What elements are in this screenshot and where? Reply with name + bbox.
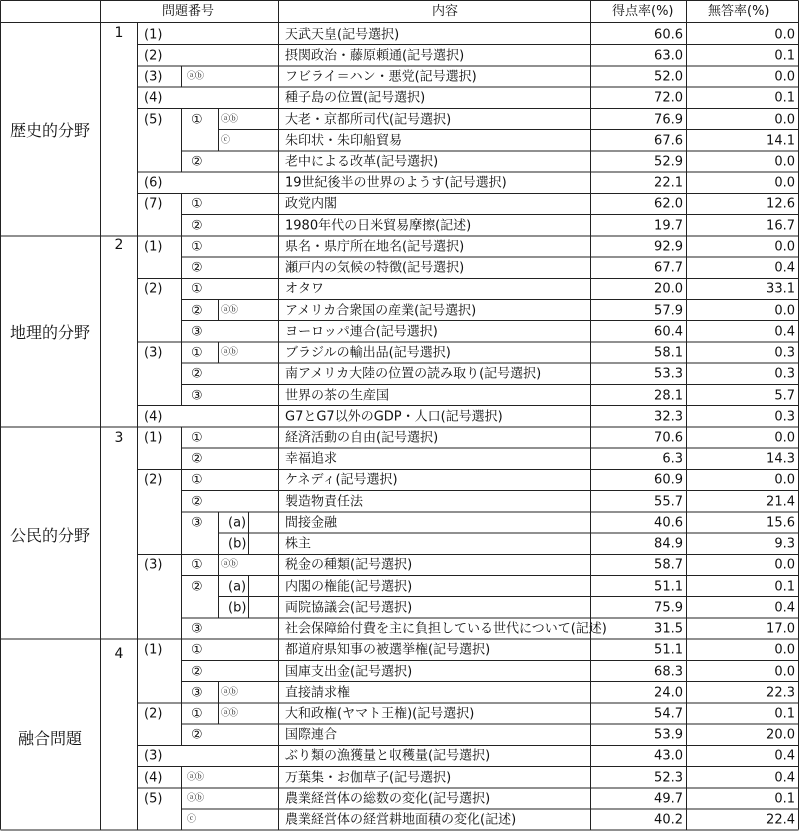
sub-number: (4): [144, 770, 163, 786]
content-cell: 瀬戸内の気候の特徴(記号選択): [285, 260, 465, 276]
header-no-answer-rate: 無答率(%): [708, 4, 770, 19]
score-rate-cell: 6.3: [662, 451, 683, 467]
score-rate-cell: 52.3: [654, 770, 683, 786]
score-rate-cell: 60.6: [654, 27, 683, 43]
no-answer-rate-cell: 14.3: [766, 451, 795, 467]
score-rate-cell: 43.0: [654, 748, 683, 764]
sub-number: ⓒ: [221, 135, 230, 146]
sub-number: ①: [191, 239, 203, 255]
header-content: 内容: [432, 4, 459, 19]
sub-number: ②: [191, 727, 203, 743]
no-answer-rate-cell: 33.1: [766, 281, 795, 297]
no-answer-rate-cell: 0.1: [774, 90, 795, 106]
no-answer-rate-cell: 0.0: [774, 69, 795, 85]
content-cell: 税金の種類(記号選択): [285, 557, 413, 573]
sub-number: (5): [144, 112, 163, 128]
sub-number: (4): [144, 90, 163, 106]
score-rate-cell: 20.0: [654, 281, 683, 297]
sub-number: (2): [144, 281, 163, 297]
no-answer-rate-cell: 0.1: [774, 706, 795, 722]
no-answer-rate-cell: 22.4: [766, 812, 795, 828]
sub-number: ②: [191, 154, 203, 170]
content-cell: フビライ＝ハン・悪党(記号選択): [285, 69, 477, 85]
score-rate-cell: 40.6: [654, 515, 683, 531]
score-rate-cell: 75.9: [654, 600, 683, 616]
sub-number: (1): [144, 430, 163, 446]
sub-number: ①: [191, 430, 203, 446]
no-answer-rate-cell: 22.3: [766, 685, 795, 701]
sub-number: ⓐⓑ: [221, 687, 238, 698]
content-cell: 摂関政治・藤原頼通(記号選択): [285, 48, 465, 64]
no-answer-rate-cell: 0.3: [774, 409, 795, 425]
sub-number: (2): [144, 706, 163, 722]
score-rate-cell: 68.3: [654, 664, 683, 679]
content-cell: 製造物責任法: [285, 494, 364, 510]
content-cell: 天武天皇(記号選択): [285, 27, 400, 43]
no-answer-rate-cell: 0.0: [774, 154, 795, 170]
sub-number: ①: [191, 706, 203, 722]
sub-number: ①: [191, 196, 203, 212]
score-rate-cell: 60.9: [654, 472, 683, 488]
content-cell: オタワ: [285, 281, 325, 297]
content-cell: 両院協議会(記号選択): [285, 600, 413, 616]
sub-number: ①: [191, 281, 203, 297]
score-rate-cell: 51.1: [654, 579, 683, 595]
content-cell: 間接金融: [285, 515, 338, 531]
content-cell: ブラジルの輸出品(記号選択): [285, 345, 451, 361]
no-answer-rate-cell: 0.4: [774, 748, 795, 764]
sub-number: ②: [191, 303, 203, 319]
sub-number: ①: [191, 472, 203, 488]
score-rate-cell: 70.6: [654, 430, 683, 446]
score-rate-cell: 54.7: [654, 706, 683, 722]
content-cell: 農業経営体の経営耕地面積の変化(記述): [285, 812, 517, 828]
no-answer-rate-cell: 20.0: [766, 727, 795, 743]
sub-number: (1): [144, 642, 163, 658]
category-integrated: 融合問題: [17, 729, 83, 748]
content-cell: 老中による改革(記号選択): [285, 154, 439, 170]
content-cell: 1980年代の日米貿易摩擦(記述): [285, 218, 472, 234]
sub-number: (3): [144, 748, 163, 764]
category-history: 歴史的分野: [9, 121, 91, 140]
content-cell: 都道府県知事の被選挙権(記号選択): [285, 642, 491, 658]
content-cell: 株主: [285, 536, 312, 552]
score-rate-cell: 72.0: [654, 90, 683, 106]
score-rate-cell: 31.5: [654, 621, 683, 637]
score-rate-cell: 22.1: [654, 175, 683, 191]
content-cell: 南アメリカ大陸の位置の読み取り(記号選択): [285, 366, 542, 382]
sub-number: (a): [228, 515, 247, 531]
sub-number: ③: [191, 515, 203, 531]
content-cell: 社会保障給付費を主に負担している世代について(記述): [285, 621, 607, 637]
sub-number: ②: [191, 451, 203, 467]
sub-number: (3): [144, 557, 163, 573]
content-cell: 世界の茶の生産国: [285, 388, 390, 404]
no-answer-rate-cell: 0.0: [774, 642, 795, 658]
score-rate-cell: 58.1: [654, 345, 683, 361]
header-score-rate: 得点率(%): [612, 4, 674, 19]
no-answer-rate-cell: 0.1: [774, 579, 795, 595]
no-answer-rate-cell: 16.7: [766, 218, 795, 234]
content-cell: ヨーロッパ連合(記号選択): [285, 324, 438, 340]
no-answer-rate-cell: 0.3: [774, 345, 795, 361]
sub-number: ⓐⓑ: [187, 772, 204, 783]
score-rate-cell: 32.3: [654, 409, 683, 425]
question-number-2: 2: [114, 237, 124, 253]
sub-number: (b): [228, 600, 247, 616]
sub-number: ③: [191, 621, 203, 637]
score-rate-cell: 62.0: [654, 196, 683, 212]
sub-number: ②: [191, 260, 203, 276]
question-number-4: 4: [114, 646, 124, 662]
category-geography: 地理的分野: [9, 323, 91, 342]
no-answer-rate-cell: 0.4: [774, 260, 795, 276]
score-rate-cell: 63.0: [654, 48, 683, 64]
sub-number: ⓐⓑ: [187, 71, 204, 82]
sub-number: ⓐⓑ: [221, 559, 238, 570]
score-rate-cell: 24.0: [654, 685, 683, 701]
score-rate-cell: 28.1: [654, 388, 683, 404]
no-answer-rate-cell: 17.0: [766, 621, 795, 637]
question-number-3: 3: [114, 430, 124, 446]
score-rate-cell: 40.2: [654, 812, 683, 828]
content-cell: 直接請求権: [285, 685, 351, 701]
score-rate-cell: 58.7: [654, 557, 683, 573]
no-answer-rate-cell: 0.4: [774, 324, 795, 340]
content-cell: 種子島の位置(記号選択): [285, 90, 426, 106]
content-cell: 朱印状・朱印船貿易: [285, 133, 403, 149]
sub-number: (3): [144, 69, 163, 85]
score-rate-cell: 67.7: [654, 260, 683, 276]
header-problem-no: 問題番号: [162, 4, 215, 19]
sub-number: (4): [144, 409, 163, 425]
category-civics: 公民的分野: [9, 526, 91, 545]
no-answer-rate-cell: 0.0: [774, 175, 795, 191]
sub-number: (5): [144, 791, 163, 807]
score-rate-cell: 67.6: [654, 133, 683, 149]
sub-number: (7): [144, 196, 163, 212]
sub-number: (2): [144, 472, 163, 488]
sub-number: ⓐⓑ: [221, 347, 238, 358]
content-cell: 政党内閣: [285, 196, 338, 212]
no-answer-rate-cell: 0.3: [774, 366, 795, 382]
no-answer-rate-cell: 15.6: [766, 515, 795, 531]
score-rate-cell: 57.9: [654, 303, 683, 319]
content-cell: 内閣の権能(記号選択): [285, 579, 413, 595]
sub-number: (6): [144, 175, 163, 191]
sub-number: ⓐⓑ: [221, 114, 238, 125]
sub-number: (2): [144, 48, 163, 64]
no-answer-rate-cell: 14.1: [766, 133, 795, 149]
score-rate-cell: 52.0: [654, 69, 683, 85]
no-answer-rate-cell: 0.1: [774, 48, 795, 64]
content-cell: ケネディ(記号選択): [285, 472, 398, 488]
score-rate-cell: 52.9: [654, 154, 683, 170]
content-cell: 大和政権(ヤマト王権)(記号選択): [285, 706, 475, 722]
content-cell: 幸福追求: [285, 451, 338, 467]
score-rate-cell: 84.9: [654, 536, 683, 552]
sub-number: ③: [191, 324, 203, 340]
content-cell: アメリカ合衆国の産業(記号選択): [285, 303, 477, 319]
no-answer-rate-cell: 21.4: [766, 494, 795, 510]
sub-number: (3): [144, 345, 163, 361]
no-answer-rate-cell: 5.7: [774, 388, 795, 404]
content-cell: 大老・京都所司代(記号選択): [285, 112, 452, 128]
no-answer-rate-cell: 0.0: [774, 430, 795, 446]
no-answer-rate-cell: 12.6: [766, 196, 795, 212]
sub-number: ⓒ: [187, 814, 196, 825]
sub-number: ②: [191, 494, 203, 510]
sub-number: ⓐⓑ: [187, 793, 204, 804]
score-rate-cell: 60.4: [654, 324, 683, 340]
score-rate-cell: 92.9: [654, 239, 683, 255]
content-cell: 県名・県庁所在地名(記号選択): [285, 239, 465, 255]
no-answer-rate-cell: 0.0: [774, 303, 795, 319]
sub-number: ③: [191, 685, 203, 701]
score-rate-cell: 49.7: [654, 791, 683, 807]
no-answer-rate-cell: 0.1: [774, 791, 795, 807]
sub-number: ⓐⓑ: [221, 305, 238, 316]
sub-number: ①: [191, 642, 203, 658]
content-cell: 農業経営体の総数の変化(記号選択): [285, 791, 491, 807]
no-answer-rate-cell: 0.4: [774, 770, 795, 786]
content-cell: 19世紀後半の世界のようす(記号選択): [285, 175, 507, 191]
no-answer-rate-cell: 9.3: [774, 536, 795, 552]
sub-number: ②: [191, 366, 203, 382]
question-number-1: 1: [114, 25, 124, 41]
content-cell: 国際連合: [285, 727, 338, 743]
content-cell: 国庫支出金(記号選択): [285, 664, 413, 679]
sub-number: ①: [191, 345, 203, 361]
sub-number: ②: [191, 218, 203, 234]
score-rate-cell: 51.1: [654, 642, 683, 658]
no-answer-rate-cell: 0.0: [774, 664, 795, 679]
sub-number: ②: [191, 579, 203, 595]
sub-number: ①: [191, 557, 203, 573]
content-cell: 経済活動の自由(記号選択): [285, 430, 439, 446]
sub-number: (1): [144, 27, 163, 43]
sub-number: (a): [228, 579, 247, 595]
score-rate-cell: 55.7: [654, 494, 683, 510]
score-rate-cell: 53.9: [654, 727, 683, 743]
sub-number: (1): [144, 239, 163, 255]
score-rate-cell: 76.9: [654, 112, 683, 128]
score-rate-cell: 19.7: [654, 218, 683, 234]
score-rate-cell: 53.3: [654, 366, 683, 382]
no-answer-rate-cell: 0.0: [774, 557, 795, 573]
sub-number: ②: [191, 664, 203, 679]
content-cell: G7とG7以外のGDP・人口(記号選択): [285, 409, 503, 425]
no-answer-rate-cell: 0.0: [774, 112, 795, 128]
sub-number: (b): [228, 536, 247, 552]
sub-number: ③: [191, 388, 203, 404]
content-cell: 万葉集・お伽草子(記号選択): [285, 770, 452, 786]
sub-number: ①: [191, 112, 203, 128]
no-answer-rate-cell: 0.0: [774, 472, 795, 488]
sub-number: ⓐⓑ: [221, 708, 238, 719]
no-answer-rate-cell: 0.0: [774, 27, 795, 43]
content-cell: ぶり類の漁獲量と収穫量(記号選択): [285, 748, 491, 764]
no-answer-rate-cell: 0.4: [774, 600, 795, 616]
no-answer-rate-cell: 0.0: [774, 239, 795, 255]
